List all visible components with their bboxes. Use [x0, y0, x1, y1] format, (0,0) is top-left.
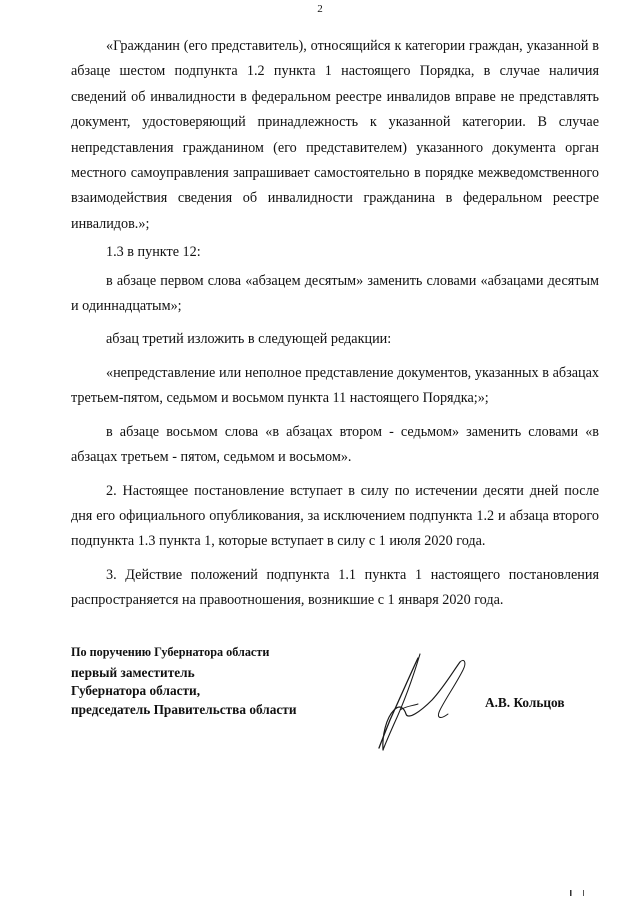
paragraph-effective-date: 2. Настоящее постановление вступает в силу по истечении десяти дней после дня его официального опубликования, за исключением подпункта 1.2 и абзаца второго подпункта 1.3 пункта 1, которые вступает в силу с 1 июля 2020 года.	[71, 482, 599, 550]
paragraph-new-wording: «непредставление или неполное представление документов, указанных в абзацах третьем-пятом, седьмом и восьмом пункта 11 настоящего Порядка;»;	[71, 364, 599, 407]
page-number: 2	[317, 3, 323, 15]
handwritten-signature	[360, 640, 490, 755]
paragraph-first-abzac: в абзаце первом слова «абзацем десятым» заменить словами «абзацами десятым и одиннадцатым»;	[71, 272, 599, 315]
paragraph-eighth-abzac: в абзаце восьмом слова «в абзацах втором - седьмом» заменить словами «в абзацах третьем - пятом, седьмом и восьмом».	[71, 423, 599, 466]
paragraph-item-1-3: 1.3 в пункте 12:	[106, 244, 201, 261]
paragraph-quoted-amendment: «Гражданин (его представитель), относящийся к категории граждан, указанной в абзаце шестом подпункта 1.2 пункта 1 настоящего Порядка, в случае наличия сведений об инвалидности в федеральном реестре инвалидов вправе не представлять документ, удостоверяющий принадлежность к указанной категории. В случае непредставления гражданином (его представителем) указанного документа орган местного самоуправления запрашивает самостоятельно в порядке межведомственного взаимодействия сведения об инвалидности гражданина в федеральном реестре инвалидов.»;	[71, 38, 599, 232]
signature-line-2: первый заместитель	[71, 664, 195, 680]
document-body	[71, 34, 599, 614]
signature-line-3: Губернатора области,	[71, 683, 201, 698]
signature-line-1: По поручению Губернатора области	[71, 645, 270, 659]
paragraph-retroactive: 3. Действие положений подпункта 1.1 пункта 1 настоящего постановления распространяется на правоотношения, возникшие с 1 января 2020 года.	[71, 566, 599, 609]
scan-marks	[560, 889, 600, 899]
signature-line-4: председатель Правительства области	[71, 701, 297, 717]
signature-block	[71, 643, 297, 719]
paragraph-third-abzac: абзац третий изложить в следующей редакции:	[106, 331, 392, 348]
signatory-name: А.В. Кольцов	[485, 695, 565, 710]
